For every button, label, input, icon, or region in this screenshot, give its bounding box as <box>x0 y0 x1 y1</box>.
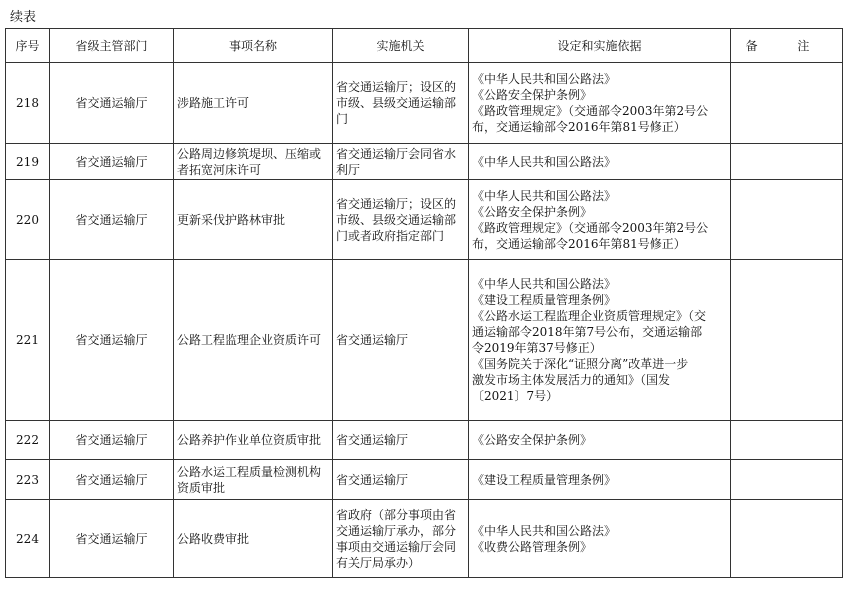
cell-dept: 省交通运输厅 <box>50 460 174 500</box>
basis-line: 布，交通运输部令2016年第81号修正） <box>472 120 686 134</box>
cell-seq: 224 <box>6 500 50 578</box>
basis-line: 《建设工程质量管理条例》 <box>472 293 617 307</box>
item-text: 公路周边修筑堤坝、压缩或者拓宽河床许可 <box>177 146 322 177</box>
header-agency: 实施机关 <box>333 29 469 63</box>
item-text: 更新采伐护路林审批 <box>177 212 286 227</box>
cell-item <box>174 260 333 421</box>
table-row <box>6 500 843 578</box>
basis-line: 《路政管理规定》（交通部令2003年第2号公 <box>472 104 709 118</box>
cell-dept: 省交通运输厅 <box>50 63 174 144</box>
cell-note <box>731 63 843 144</box>
cell-agency <box>333 421 469 460</box>
cell-note <box>731 144 843 180</box>
cell-agency <box>333 63 469 144</box>
agency-text: 省交通运输厅 <box>336 333 409 347</box>
basis-line: 《中华人民共和国公路法》 <box>472 523 617 538</box>
cell-agency <box>333 500 469 578</box>
cell-item <box>174 63 333 144</box>
header-dept: 省级主管部门 <box>50 29 174 63</box>
item-text: 公路工程监理企业资质许可 <box>177 333 322 347</box>
cell-agency <box>333 260 469 421</box>
basis-line: 《路政管理规定》（交通部令2003年第2号公 <box>472 220 709 235</box>
item-text: 公路养护作业单位资质审批 <box>177 433 322 447</box>
agency-text: 省交通运输厅；设区的市级、县级交通运输部门 <box>336 80 457 126</box>
item-text: 涉路施工许可 <box>177 96 250 110</box>
header-basis: 设定和实施依据 <box>469 29 731 63</box>
cell-agency <box>333 180 469 260</box>
cell-dept: 省交通运输厅 <box>50 500 174 578</box>
cell-basis <box>469 144 731 180</box>
cell-basis <box>469 63 731 144</box>
basis-line: 《公路安全保护条例》 <box>472 433 593 447</box>
basis-line: 令2019年第37号修正） <box>472 341 602 355</box>
cell-basis <box>469 180 731 260</box>
table-caption: 续表 <box>10 10 37 25</box>
header-note: 备 注 <box>731 29 843 63</box>
basis-line: 激发市场主体发展活力的通知》（国发 <box>472 373 671 387</box>
cell-agency <box>333 460 469 500</box>
cell-item <box>174 180 333 260</box>
agency-text: 省政府（部分事项由省交通运输厅承办，部分事项由交通运输厅会同有关厅局承办） <box>336 507 457 570</box>
table-row <box>6 421 843 460</box>
cell-seq: 222 <box>6 421 50 460</box>
cell-item <box>174 144 333 180</box>
cell-seq: 220 <box>6 180 50 260</box>
cell-dept: 省交通运输厅 <box>50 180 174 260</box>
cell-basis <box>469 260 731 421</box>
cell-seq: 218 <box>6 63 50 144</box>
cell-seq: 219 <box>6 144 50 180</box>
cell-seq: 223 <box>6 460 50 500</box>
header-seq: 序号 <box>6 29 50 63</box>
basis-line: 《国务院关于深化“证照分离”改革进一步 <box>472 357 689 371</box>
agency-text: 省交通运输厅会同省水利厅 <box>336 146 457 177</box>
cell-item <box>174 500 333 578</box>
header-item: 事项名称 <box>174 29 333 63</box>
agency-text: 省交通运输厅 <box>336 472 409 487</box>
table-row <box>6 460 843 500</box>
agency-text: 省交通运输厅 <box>336 433 409 447</box>
table-row <box>6 144 843 180</box>
approval-items-table <box>5 28 843 578</box>
basis-line: 《收费公路管理条例》 <box>472 539 593 554</box>
cell-note <box>731 460 843 500</box>
table-row <box>6 260 843 421</box>
basis-line: 布，交通运输部令2016年第81号修正） <box>472 236 686 251</box>
cell-dept: 省交通运输厅 <box>50 421 174 460</box>
cell-basis <box>469 500 731 578</box>
item-text: 公路收费审批 <box>177 531 250 546</box>
basis-line: 《公路安全保护条例》 <box>472 88 593 102</box>
cell-item <box>174 421 333 460</box>
basis-line: 《中华人民共和国公路法》 <box>472 154 617 169</box>
cell-note <box>731 500 843 578</box>
item-text: 公路水运工程质量检测机构资质审批 <box>177 464 322 495</box>
cell-basis <box>469 421 731 460</box>
cell-note <box>731 180 843 260</box>
cell-dept: 省交通运输厅 <box>50 144 174 180</box>
basis-line: 《建设工程质量管理条例》 <box>472 472 617 487</box>
basis-line: 《中华人民共和国公路法》 <box>472 277 617 291</box>
basis-line: 〔2021〕7号） <box>472 389 559 403</box>
cell-item <box>174 460 333 500</box>
basis-line: 《公路水运工程监理企业资质管理规定》（交 <box>472 309 707 323</box>
cell-basis <box>469 460 731 500</box>
basis-line: 《公路安全保护条例》 <box>472 204 593 219</box>
cell-dept: 省交通运输厅 <box>50 260 174 421</box>
basis-line: 《中华人民共和国公路法》 <box>472 188 617 203</box>
basis-line: 《中华人民共和国公路法》 <box>472 72 617 86</box>
agency-text: 省交通运输厅；设区的市级、县级交通运输部门或者政府指定部门 <box>336 196 457 243</box>
cell-seq: 221 <box>6 260 50 421</box>
table-header-row <box>6 29 843 63</box>
cell-agency <box>333 144 469 180</box>
table-row <box>6 63 843 144</box>
cell-note <box>731 260 843 421</box>
table-row <box>6 180 843 260</box>
cell-note <box>731 421 843 460</box>
basis-line: 通运输部令2018年第7号公布，交通运输部 <box>472 325 703 339</box>
